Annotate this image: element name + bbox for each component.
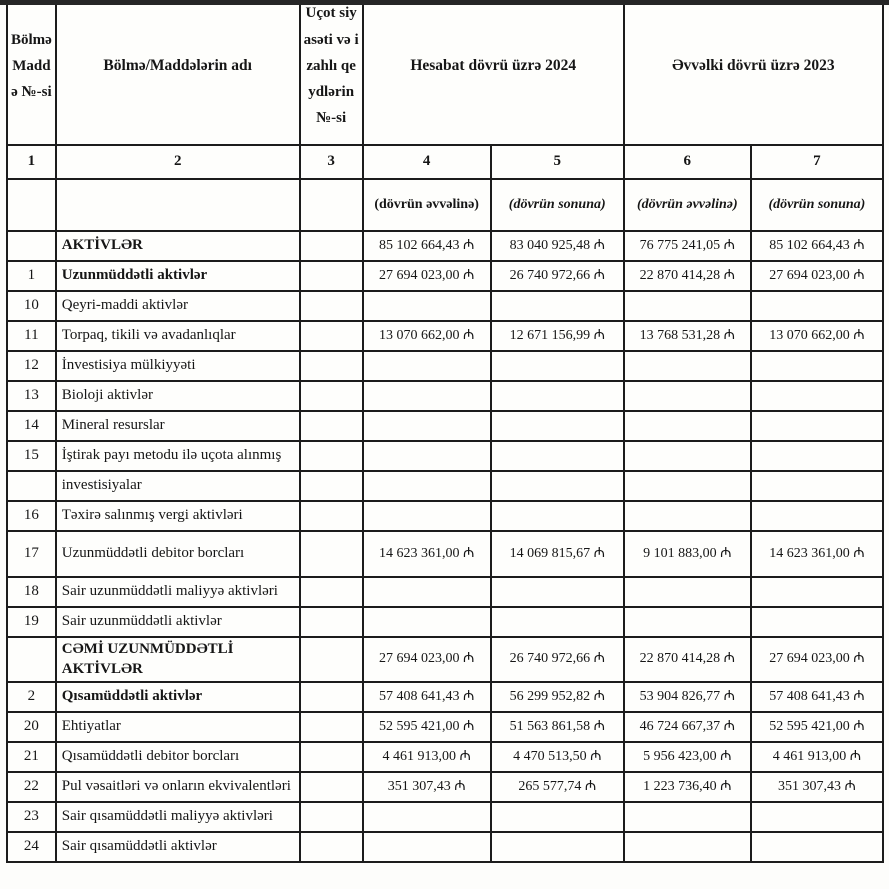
row-number: 15 bbox=[7, 441, 56, 471]
row-item-name: Uzunmüddətli aktivlər bbox=[56, 261, 300, 291]
row-value-2023-end bbox=[751, 802, 883, 832]
row-item-name: investisiyalar bbox=[56, 471, 300, 501]
row-value-2023-end bbox=[751, 411, 883, 441]
row-value-2024-end bbox=[491, 607, 624, 637]
row-value-2024-end bbox=[491, 441, 624, 471]
column-number-row bbox=[7, 145, 883, 179]
row-value-2024-end bbox=[491, 501, 624, 531]
row-value-2024-end bbox=[491, 381, 624, 411]
row-note-ref bbox=[300, 712, 363, 742]
table-row bbox=[7, 381, 883, 411]
row-value-2024-end: 4 470 513,50 ₼ bbox=[491, 742, 624, 772]
row-value-2024-end bbox=[491, 577, 624, 607]
row-value-2023-end: 52 595 421,00 ₼ bbox=[751, 712, 883, 742]
row-number: 16 bbox=[7, 501, 56, 531]
row-value-2023-start bbox=[624, 802, 751, 832]
row-value-2023-end: 27 694 023,00 ₼ bbox=[751, 261, 883, 291]
row-value-2023-start bbox=[624, 577, 751, 607]
row-value-2024-end bbox=[491, 471, 624, 501]
row-value-2023-start bbox=[624, 411, 751, 441]
table-row bbox=[7, 231, 883, 261]
row-value-2023-start: 1 223 736,40 ₼ bbox=[624, 772, 751, 802]
subheader-period-start-2024: (dövrün əvvəlinə) bbox=[363, 179, 491, 231]
row-note-ref bbox=[300, 231, 363, 261]
document-page bbox=[6, 0, 886, 889]
row-value-2024-end: 26 740 972,66 ₼ bbox=[491, 261, 624, 291]
row-value-2023-start: 9 101 883,00 ₼ bbox=[624, 531, 751, 577]
row-item-name: Pul vəsaitləri və onların ekvivalentləri bbox=[56, 772, 300, 802]
row-value-2023-start bbox=[624, 607, 751, 637]
row-value-2024-start bbox=[363, 411, 491, 441]
table-row bbox=[7, 637, 883, 682]
table-row bbox=[7, 291, 883, 321]
row-item-name: Qısamüddətli aktivlər bbox=[56, 682, 300, 712]
row-value-2024-end bbox=[491, 832, 624, 862]
row-value-2024-end: 83 040 925,48 ₼ bbox=[491, 231, 624, 261]
row-item-name: Bioloji aktivlər bbox=[56, 381, 300, 411]
row-value-2023-end bbox=[751, 291, 883, 321]
row-number bbox=[7, 231, 56, 261]
row-number: 13 bbox=[7, 381, 56, 411]
row-value-2024-start bbox=[363, 441, 491, 471]
table-row bbox=[7, 531, 883, 577]
row-number bbox=[7, 471, 56, 501]
table-row bbox=[7, 351, 883, 381]
row-value-2024-start: 57 408 641,43 ₼ bbox=[363, 682, 491, 712]
table-row bbox=[7, 471, 883, 501]
row-value-2024-start: 27 694 023,00 ₼ bbox=[363, 261, 491, 291]
row-value-2024-start bbox=[363, 832, 491, 862]
row-value-2024-start bbox=[363, 471, 491, 501]
subheader-empty bbox=[300, 179, 363, 231]
row-value-2024-start bbox=[363, 802, 491, 832]
table-row bbox=[7, 411, 883, 441]
row-value-2023-end bbox=[751, 441, 883, 471]
row-value-2023-start bbox=[624, 471, 751, 501]
row-value-2023-end bbox=[751, 471, 883, 501]
column-number: 5 bbox=[491, 145, 624, 179]
table-row bbox=[7, 742, 883, 772]
row-number: 20 bbox=[7, 712, 56, 742]
row-number: 12 bbox=[7, 351, 56, 381]
row-value-2024-start: 4 461 913,00 ₼ bbox=[363, 742, 491, 772]
row-number: 1 bbox=[7, 261, 56, 291]
row-value-2023-end: 57 408 641,43 ₼ bbox=[751, 682, 883, 712]
row-value-2023-start: 13 768 531,28 ₼ bbox=[624, 321, 751, 351]
row-item-name: İştirak payı metodu ilə uçota alınmış bbox=[56, 441, 300, 471]
row-item-name: Təxirə salınmış vergi aktivləri bbox=[56, 501, 300, 531]
subheader-period-end-2023: (dövrün sonuna) bbox=[751, 179, 883, 231]
row-value-2024-end bbox=[491, 351, 624, 381]
row-note-ref bbox=[300, 637, 363, 682]
row-value-2024-end: 26 740 972,66 ₼ bbox=[491, 637, 624, 682]
row-value-2024-start: 351 307,43 ₼ bbox=[363, 772, 491, 802]
row-value-2023-start: 5 956 423,00 ₼ bbox=[624, 742, 751, 772]
row-item-name: Sair qısamüddətli aktivlər bbox=[56, 832, 300, 862]
row-value-2024-end: 56 299 952,82 ₼ bbox=[491, 682, 624, 712]
row-number: 21 bbox=[7, 742, 56, 772]
row-item-name: Torpaq, tikili və avadanlıqlar bbox=[56, 321, 300, 351]
row-item-name: Qeyri-maddi aktivlər bbox=[56, 291, 300, 321]
table-row bbox=[7, 682, 883, 712]
row-number: 18 bbox=[7, 577, 56, 607]
row-value-2024-start: 85 102 664,43 ₼ bbox=[363, 231, 491, 261]
row-value-2023-end: 351 307,43 ₼ bbox=[751, 772, 883, 802]
header-item-name: Bölmə/Maddələrin adı bbox=[56, 0, 300, 145]
row-number: 10 bbox=[7, 291, 56, 321]
row-value-2023-start: 76 775 241,05 ₼ bbox=[624, 231, 751, 261]
column-number: 2 bbox=[56, 145, 300, 179]
row-note-ref bbox=[300, 832, 363, 862]
row-value-2023-start: 22 870 414,28 ₼ bbox=[624, 261, 751, 291]
row-value-2024-start: 52 595 421,00 ₼ bbox=[363, 712, 491, 742]
row-value-2024-end: 265 577,74 ₼ bbox=[491, 772, 624, 802]
row-item-name: Qısamüddətli debitor borcları bbox=[56, 742, 300, 772]
row-item-name: Sair uzunmüddətli maliyyə aktivləri bbox=[56, 577, 300, 607]
row-item-name: CƏMİ UZUNMÜDDƏTLİ AKTİVLƏR bbox=[56, 637, 300, 682]
row-note-ref bbox=[300, 682, 363, 712]
subheader-row bbox=[7, 179, 883, 231]
row-value-2023-end bbox=[751, 577, 883, 607]
balance-sheet-table bbox=[6, 0, 884, 863]
row-value-2023-start bbox=[624, 501, 751, 531]
header-previous-period-2023: Əvvəlki dövrü üzrə 2023 bbox=[624, 0, 883, 145]
header-reporting-period-2024: Hesabat dövrü üzrə 2024 bbox=[363, 0, 624, 145]
row-note-ref bbox=[300, 531, 363, 577]
row-value-2023-end: 13 070 662,00 ₼ bbox=[751, 321, 883, 351]
subheader-empty bbox=[7, 179, 56, 231]
subheader-period-end-2024: (dövrün sonuna) bbox=[491, 179, 624, 231]
row-number: 2 bbox=[7, 682, 56, 712]
table-row bbox=[7, 802, 883, 832]
row-note-ref bbox=[300, 411, 363, 441]
table-row bbox=[7, 832, 883, 862]
row-value-2024-start bbox=[363, 607, 491, 637]
row-value-2024-start bbox=[363, 381, 491, 411]
row-item-name: Ehtiyatlar bbox=[56, 712, 300, 742]
row-item-name: AKTİVLƏR bbox=[56, 231, 300, 261]
row-value-2023-end bbox=[751, 832, 883, 862]
header-row bbox=[7, 0, 883, 145]
row-value-2024-start bbox=[363, 291, 491, 321]
row-value-2024-start: 27 694 023,00 ₼ bbox=[363, 637, 491, 682]
column-number: 6 bbox=[624, 145, 751, 179]
row-note-ref bbox=[300, 742, 363, 772]
row-number bbox=[7, 637, 56, 682]
row-value-2024-end bbox=[491, 802, 624, 832]
row-note-ref bbox=[300, 772, 363, 802]
row-value-2024-end bbox=[491, 411, 624, 441]
row-value-2023-start bbox=[624, 441, 751, 471]
row-item-name: Sair qısamüddətli maliyyə aktivləri bbox=[56, 802, 300, 832]
table-row bbox=[7, 577, 883, 607]
row-value-2023-end: 14 623 361,00 ₼ bbox=[751, 531, 883, 577]
table-row bbox=[7, 261, 883, 291]
row-number: 19 bbox=[7, 607, 56, 637]
row-value-2024-start: 13 070 662,00 ₼ bbox=[363, 321, 491, 351]
scan-edge-artifact bbox=[0, 0, 889, 5]
row-note-ref bbox=[300, 261, 363, 291]
row-value-2024-end: 51 563 861,58 ₼ bbox=[491, 712, 624, 742]
table-row bbox=[7, 441, 883, 471]
row-value-2024-end: 14 069 815,67 ₼ bbox=[491, 531, 624, 577]
row-value-2023-start bbox=[624, 351, 751, 381]
row-note-ref bbox=[300, 501, 363, 531]
row-item-name: İnvestisiya mülkiyyəti bbox=[56, 351, 300, 381]
row-value-2023-end bbox=[751, 351, 883, 381]
row-value-2024-start: 14 623 361,00 ₼ bbox=[363, 531, 491, 577]
row-value-2023-end: 85 102 664,43 ₼ bbox=[751, 231, 883, 261]
row-value-2024-start bbox=[363, 351, 491, 381]
subheader-period-start-2023: (dövrün əvvəlinə) bbox=[624, 179, 751, 231]
subheader-empty bbox=[56, 179, 300, 231]
row-note-ref bbox=[300, 381, 363, 411]
row-value-2024-start bbox=[363, 501, 491, 531]
row-note-ref bbox=[300, 802, 363, 832]
row-note-ref bbox=[300, 471, 363, 501]
row-value-2023-start bbox=[624, 832, 751, 862]
row-value-2024-end bbox=[491, 291, 624, 321]
row-item-name: Uzunmüddətli debitor borcları bbox=[56, 531, 300, 577]
row-number: 23 bbox=[7, 802, 56, 832]
row-value-2023-start: 22 870 414,28 ₼ bbox=[624, 637, 751, 682]
row-item-name: Sair uzunmüddətli aktivlər bbox=[56, 607, 300, 637]
column-number: 4 bbox=[363, 145, 491, 179]
row-value-2023-start bbox=[624, 291, 751, 321]
row-value-2024-end: 12 671 156,99 ₼ bbox=[491, 321, 624, 351]
row-value-2023-end bbox=[751, 607, 883, 637]
table-row bbox=[7, 501, 883, 531]
header-accounting-notes-no: Uçot siyasəti və izahlı qeydlərin №-si bbox=[300, 0, 363, 145]
table-row bbox=[7, 772, 883, 802]
row-number: 11 bbox=[7, 321, 56, 351]
row-note-ref bbox=[300, 291, 363, 321]
header-section-article-no: Bölmə Maddə №-si bbox=[7, 0, 56, 145]
row-value-2024-start bbox=[363, 577, 491, 607]
table-row bbox=[7, 712, 883, 742]
column-number: 3 bbox=[300, 145, 363, 179]
row-value-2023-start bbox=[624, 381, 751, 411]
row-item-name: Mineral resurslar bbox=[56, 411, 300, 441]
row-value-2023-start: 46 724 667,37 ₼ bbox=[624, 712, 751, 742]
row-note-ref bbox=[300, 441, 363, 471]
row-value-2023-end bbox=[751, 381, 883, 411]
column-number: 1 bbox=[7, 145, 56, 179]
row-number: 22 bbox=[7, 772, 56, 802]
table-row bbox=[7, 321, 883, 351]
row-note-ref bbox=[300, 577, 363, 607]
table-row bbox=[7, 607, 883, 637]
row-value-2023-end: 27 694 023,00 ₼ bbox=[751, 637, 883, 682]
row-note-ref bbox=[300, 351, 363, 381]
row-value-2023-end bbox=[751, 501, 883, 531]
row-number: 17 bbox=[7, 531, 56, 577]
row-number: 24 bbox=[7, 832, 56, 862]
row-note-ref bbox=[300, 607, 363, 637]
row-note-ref bbox=[300, 321, 363, 351]
row-number: 14 bbox=[7, 411, 56, 441]
column-number: 7 bbox=[751, 145, 883, 179]
row-value-2023-start: 53 904 826,77 ₼ bbox=[624, 682, 751, 712]
row-value-2023-end: 4 461 913,00 ₼ bbox=[751, 742, 883, 772]
